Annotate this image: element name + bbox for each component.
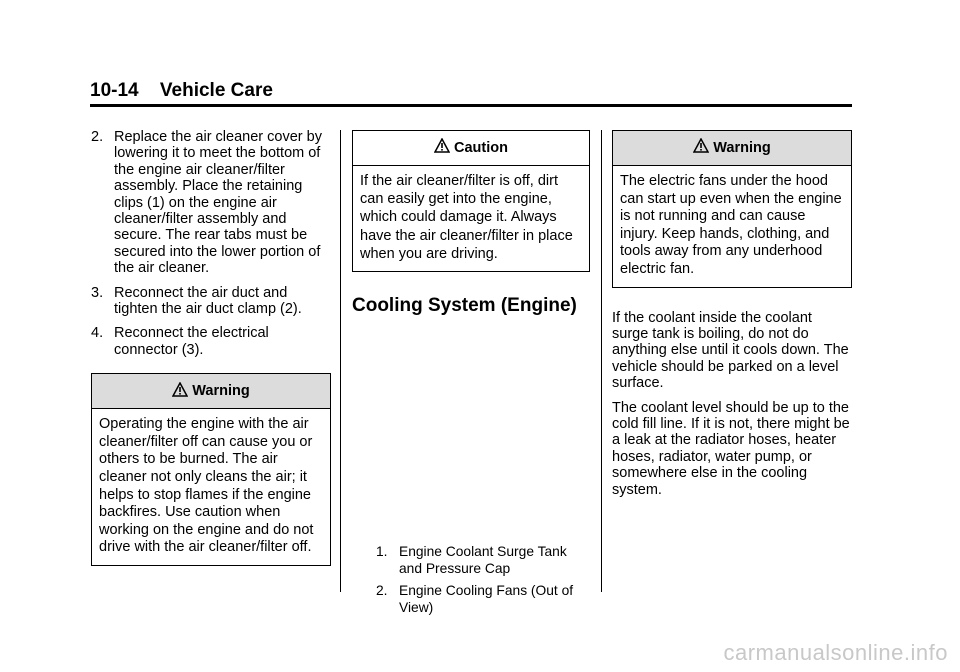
warning-header <box>613 131 851 166</box>
page-number: 10-14 <box>90 80 139 101</box>
warning-box <box>612 130 852 288</box>
warning-box <box>91 373 331 566</box>
paragraph: The coolant level should be up to the cold fill line. If it is not, there might be a leak at the radiator hoses, heater hoses, radiator, water pump, or somewhere else in the cooling system. <box>612 399 850 498</box>
page-header <box>90 80 273 102</box>
warning-header <box>92 374 330 409</box>
caution-title: Caution <box>454 139 508 156</box>
list-item: 4. Reconnect the electrical connector (3). <box>91 325 269 358</box>
warning-triangle-icon <box>172 382 188 401</box>
warning-triangle-icon <box>434 138 450 157</box>
list-item: 2. Replace the air cleaner cover by lowering it to meet the bottom of the engine air cleaner/filter assembly. Place the retaining clips (1) on the engine air cleaner/filter assembly and secure. The rear tabs must be secured into the lower portion of the air cleaner. <box>91 129 322 277</box>
figure-captions <box>352 544 590 616</box>
list-item: 2. Engine Cooling Fans (Out of View) <box>376 583 574 615</box>
caution-text: If the air cleaner/filter is off, dirt can easily get into the engine, which could damage it. Always have the air cleaner/filter in place when you are driving. <box>360 173 573 262</box>
section-name: Vehicle Care <box>159 80 273 101</box>
procedure-steps <box>91 129 331 358</box>
warning-triangle-icon <box>693 138 709 157</box>
warning-text: Operating the engine with the air cleaner/filter off can cause you or others to be burned. The air cleaner not only cleans the air; it helps to stop flames if the engine backfires. Use caution when working on the engine and do not drive with the air cleaner/filter off. <box>99 416 314 556</box>
column-divider <box>340 130 341 592</box>
paragraph: If the coolant inside the coolant surge tank is boiling, do not do anything else until it cools down. The vehicle should be parked on a level surface. <box>612 309 849 392</box>
column-right <box>612 130 852 506</box>
warning-title: Warning <box>192 383 250 400</box>
warning-text: The electric fans under the hood can start up even when the engine is not running and can cause injury. Keep hands, clothing, and tools away from any underhood electric fan. <box>620 173 842 277</box>
section-title: Cooling System (Engine) <box>352 295 577 317</box>
column-middle <box>352 130 590 622</box>
watermark: carmanualsonline.info <box>723 640 948 665</box>
caution-header <box>353 131 589 166</box>
caution-box <box>352 130 590 272</box>
column-divider <box>601 130 602 592</box>
warning-title: Warning <box>713 139 771 156</box>
list-item: 3. Reconnect the air duct and tighten the air duct clamp (2). <box>91 284 302 318</box>
header-rule <box>90 104 852 107</box>
column-left <box>91 129 331 566</box>
list-item: 1. Engine Coolant Surge Tank and Pressure Cap <box>376 544 567 576</box>
